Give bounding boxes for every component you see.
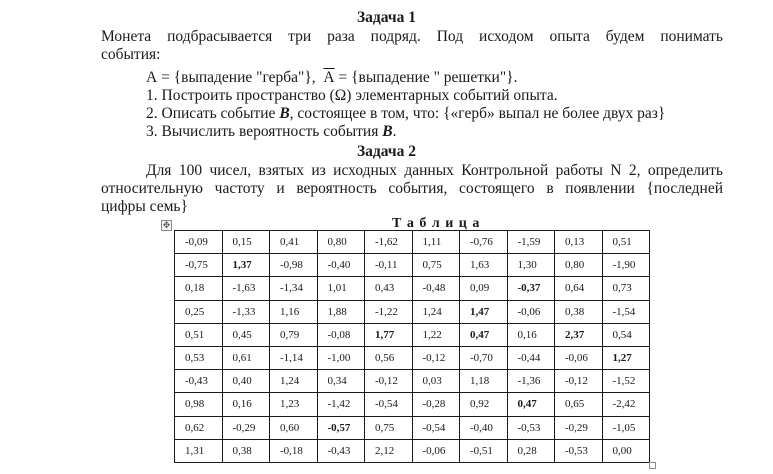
table-cell: 0,62: [175, 416, 223, 439]
table-cell: -0,09: [175, 231, 223, 254]
event-a-symbol: А: [146, 69, 158, 86]
table-cell: -0,29: [555, 416, 603, 439]
table-cell: 1,47: [460, 300, 508, 323]
item3-suffix: .: [392, 123, 397, 140]
table-cell: 1,63: [460, 254, 508, 277]
table-cell: 0,51: [175, 323, 223, 346]
table-cell: -0,06: [412, 439, 460, 462]
table-cell: 1,31: [175, 439, 223, 462]
table-row: [175, 254, 650, 277]
table-cell: 0,60: [270, 416, 318, 439]
table-cell: 0,80: [317, 231, 365, 254]
table-cell: -0,28: [412, 393, 460, 416]
table-cell: 1,37: [222, 254, 270, 277]
table-cell: 0,16: [507, 323, 555, 346]
table-cell: -0,51: [460, 439, 508, 462]
table-cell: 0,09: [460, 277, 508, 300]
table-cell: -0,40: [460, 416, 508, 439]
table-cell: -0,43: [317, 439, 365, 462]
data-table: [174, 230, 650, 463]
event-a-bar-definition: = {выпадение " решетки"}.: [334, 69, 518, 86]
table-cell: -1,62: [365, 231, 413, 254]
table-cell: 1,23: [270, 393, 318, 416]
table-resize-handle-icon[interactable]: [649, 462, 656, 469]
table-cell: -0,48: [412, 277, 460, 300]
table-cell: 1,18: [460, 370, 508, 393]
table-cell: -0,18: [270, 439, 318, 462]
table-cell: 0,53: [175, 346, 223, 369]
table-cell: 0,03: [412, 370, 460, 393]
table-cell: -0,98: [270, 254, 318, 277]
table-cell: 0,45: [222, 323, 270, 346]
table-row: [175, 416, 650, 439]
table-cell: 0,98: [175, 393, 223, 416]
table-cell: -1,52: [602, 370, 650, 393]
table-cell: -0,11: [365, 254, 413, 277]
table-cell: 0,16: [222, 393, 270, 416]
task1-item1: 1. Построить пространство (Ω) элементарных событий опыта.: [146, 87, 558, 104]
table-cell: -0,54: [365, 393, 413, 416]
table-cell: 2,37: [555, 323, 603, 346]
table-cell: -0,29: [222, 416, 270, 439]
table-cell: -0,06: [555, 346, 603, 369]
table-move-handle-icon[interactable]: ✥: [162, 221, 171, 231]
table-cell: 0,92: [460, 393, 508, 416]
table-cell: 0,38: [222, 439, 270, 462]
task2-paragraph-line3: цифры семь}: [101, 198, 188, 215]
task2-title: Задача 2: [356, 143, 417, 160]
table-cell: 2,12: [365, 439, 413, 462]
table-cell: 1,27: [602, 346, 650, 369]
table-cell: -0,70: [460, 346, 508, 369]
task1-paragraph-line1: Монета подбрасывается три раза подряд. Под исходом опыта будем понимать: [101, 28, 723, 45]
table-row: [175, 231, 650, 254]
table-cell: 1,24: [412, 300, 460, 323]
table-row: [175, 300, 650, 323]
table-cell: -1,54: [602, 300, 650, 323]
table-cell: -1,05: [602, 416, 650, 439]
table-cell: 0,00: [602, 439, 650, 462]
table-cell: -1,36: [507, 370, 555, 393]
table-cell: 0,34: [317, 370, 365, 393]
table-cell: -1,59: [507, 231, 555, 254]
table-cell: -0,43: [175, 370, 223, 393]
table-cell: 0,54: [602, 323, 650, 346]
table-cell: -1,14: [270, 346, 318, 369]
table-cell: 0,51: [602, 231, 650, 254]
task2-paragraph-line1: Для 100 чисел, взятых из исходных данных Контрольной работы N 2, определить: [146, 162, 723, 179]
table-cell: 0,56: [365, 346, 413, 369]
table-cell: 0,73: [602, 277, 650, 300]
table-cell: -1,00: [317, 346, 365, 369]
table-cell: 1,22: [412, 323, 460, 346]
table-cell: 0,15: [222, 231, 270, 254]
table-cell: -1,90: [602, 254, 650, 277]
table-title: Т а б л и ц а: [392, 216, 481, 231]
table-cell: 0,40: [222, 370, 270, 393]
event-a-definition: = {выпадение "герба"},: [157, 69, 316, 86]
item2-suffix: , состоящее в том, что: {«герб» выпал не более двух раз}: [289, 105, 666, 122]
table-cell: -1,33: [222, 300, 270, 323]
table-cell: -0,76: [460, 231, 508, 254]
task1-paragraph-line2: события:: [101, 46, 161, 63]
event-b-symbol-item3: В: [382, 123, 393, 140]
table-cell: 0,61: [222, 346, 270, 369]
table-cell: -0,12: [555, 370, 603, 393]
table-row: [175, 439, 650, 462]
table-cell: 1,24: [270, 370, 318, 393]
table-cell: 0,80: [555, 254, 603, 277]
table-cell: 0,47: [507, 393, 555, 416]
table-cell: -0,40: [317, 254, 365, 277]
table-row: [175, 393, 650, 416]
table-cell: 0,75: [412, 254, 460, 277]
table-cell: -0,57: [317, 416, 365, 439]
table-cell: -0,44: [507, 346, 555, 369]
table-row: [175, 346, 650, 369]
table-cell: 0,43: [365, 277, 413, 300]
table-cell: 0,47: [460, 323, 508, 346]
item3-prefix: 3. Вычислить вероятность события: [146, 123, 383, 140]
table-cell: 1,01: [317, 277, 365, 300]
task2-paragraph-line2: относительную частоту и вероятность события, состоящего в появлении {последней: [101, 180, 723, 197]
table-cell: 0,25: [175, 300, 223, 323]
event-a-bar-symbol: А: [323, 69, 335, 86]
table-row: [175, 323, 650, 346]
table-cell: -0,75: [175, 254, 223, 277]
table-cell: 0,41: [270, 231, 318, 254]
table-cell: -1,34: [270, 277, 318, 300]
table-row: [175, 370, 650, 393]
event-b-symbol: В: [279, 105, 290, 122]
table-cell: 1,30: [507, 254, 555, 277]
table-row: [175, 277, 650, 300]
table-cell: 0,75: [365, 416, 413, 439]
table-cell: 0,64: [555, 277, 603, 300]
table-cell: -1,22: [365, 300, 413, 323]
table-cell: -1,63: [222, 277, 270, 300]
event-definitions: [146, 69, 517, 87]
table-cell: 0,18: [175, 277, 223, 300]
table-cell: -1,42: [317, 393, 365, 416]
task1-item3: [146, 123, 396, 141]
table-cell: -0,53: [507, 416, 555, 439]
table-cell: -2,42: [602, 393, 650, 416]
task1-item2: [146, 105, 665, 123]
table-cell: 0,38: [555, 300, 603, 323]
table-cell: -0,53: [555, 439, 603, 462]
table-cell: 1,16: [270, 300, 318, 323]
table-cell: 1,11: [412, 231, 460, 254]
table-cell: -0,12: [365, 370, 413, 393]
table-cell: 0,79: [270, 323, 318, 346]
table-cell: -0,37: [507, 277, 555, 300]
table-cell: -0,08: [317, 323, 365, 346]
item2-prefix: 2. Описать событие: [146, 105, 280, 122]
table-cell: 0,28: [507, 439, 555, 462]
table-cell: 0,65: [555, 393, 603, 416]
table-cell: -0,54: [412, 416, 460, 439]
table-cell: 1,88: [317, 300, 365, 323]
data-table-body: [175, 231, 650, 463]
table-cell: -0,06: [507, 300, 555, 323]
table-cell: 0,13: [555, 231, 603, 254]
task1-title: Задача 1: [356, 9, 417, 26]
table-cell: 1,77: [365, 323, 413, 346]
table-cell: -0,12: [412, 346, 460, 369]
